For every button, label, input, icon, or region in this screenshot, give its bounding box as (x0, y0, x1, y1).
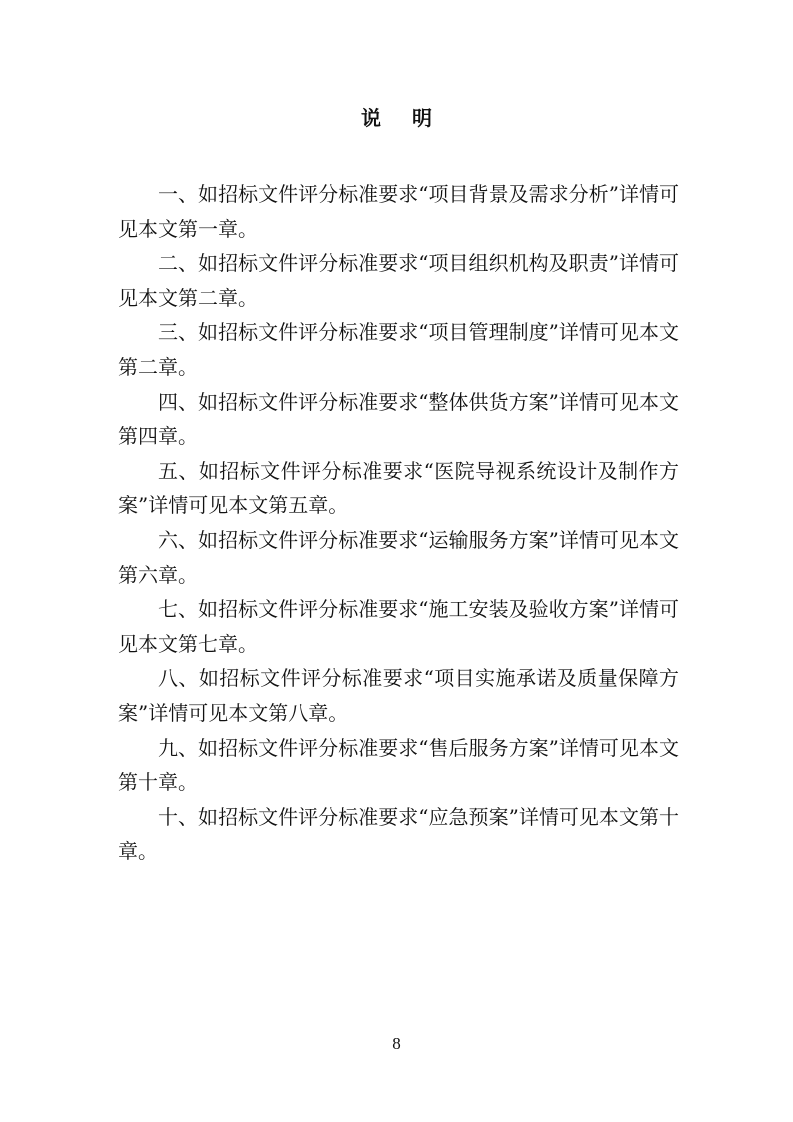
list-item: 二、如招标文件评分标准要求“项目组织机构及职责”详情可见本文第二章。 (118, 251, 679, 310)
instruction-list (118, 177, 679, 869)
list-item: 五、如招标文件评分标准要求“医院导视系统设计及制作方案”详情可见本文第五章。 (118, 458, 679, 518)
list-item: 三、如招标文件评分标准要求“项目管理制度”详情可见本文第二章。 (118, 320, 679, 379)
page-number: 8 (392, 1034, 401, 1053)
list-item: 十、如招标文件评分标准要求“应急预案”详情可见本文第十章。 (118, 804, 679, 864)
list-item: 九、如招标文件评分标准要求“售后服务方案”详情可见本文第十章。 (118, 735, 679, 795)
list-item: 一、如招标文件评分标准要求“项目背景及需求分析”详情可见本文第一章。 (118, 182, 679, 241)
list-item: 四、如招标文件评分标准要求“整体供货方案”详情可见本文第四章。 (118, 389, 679, 449)
list-item: 七、如招标文件评分标准要求“施工安装及验收方案”详情可见本文第七章。 (118, 597, 679, 656)
page-title: 说 明 (361, 106, 444, 130)
list-item: 八、如招标文件评分标准要求“项目实施承诺及质量保障方案”详情可见本文第八章。 (118, 666, 679, 725)
list-item: 六、如招标文件评分标准要求“运输服务方案”详情可见本文第六章。 (118, 527, 679, 587)
